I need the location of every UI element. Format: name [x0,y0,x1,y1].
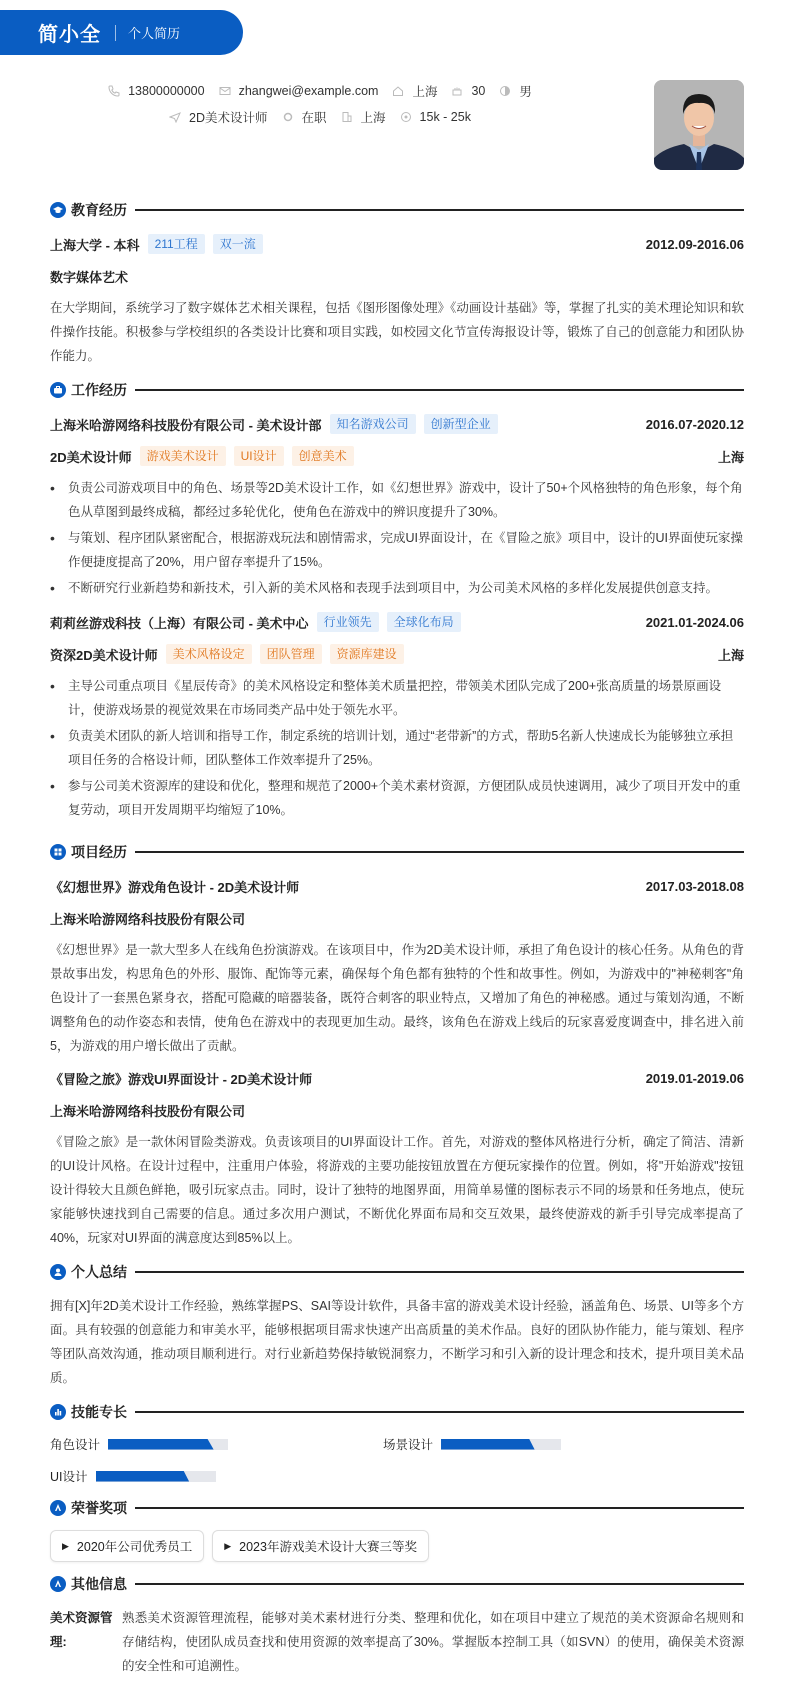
summary-title: 个人总结 [71,1264,127,1280]
project-name: 《幻想世界》游戏角色设计 - 2D美术设计师 [50,879,300,895]
role-tag: UI设计 [234,446,284,466]
role-tag: 资源库建设 [330,644,404,664]
role-tag: 创意美术 [292,446,354,466]
contact-phone: 13800000000 [108,84,204,98]
skill-item [383,1434,716,1454]
triangle-right-icon: ▶ [224,1540,232,1551]
grid-icon [50,844,66,860]
summary-header [50,1260,744,1284]
award-item: ▶ 2023年游戏美术设计大赛三等奖 [212,1530,429,1562]
award-item: ▶ 2020年公司优秀员工 [50,1530,204,1562]
job-bullet: • 参与公司美术资源库的建设和优化，整理和规范了2000+个美术素材资源，方便团队成员快速调用，减少了项目开发中的重复劳动，项目开发周期平均缩短了10%。 [50,778,741,817]
phone-icon [108,85,120,97]
work-title: 工作经历 [71,382,127,398]
contact-email: zhangwei@example.com [219,84,379,98]
school-tag: 双一流 [213,234,263,254]
company-tag: 知名游戏公司 [330,414,416,434]
section-divider [135,851,744,853]
skill-item [50,1434,383,1454]
skill-label: 场景设计 [383,1438,434,1452]
summary-section [50,1260,744,1390]
send-icon [169,111,181,123]
salary-icon [400,111,412,123]
header-banner [0,10,243,55]
contact-status: 在职 [282,108,327,126]
education-date: 2012.09-2016.06 [645,236,744,252]
work-header [50,378,744,402]
graduation-cap-icon [50,202,66,218]
skill-label: UI设计 [50,1470,88,1484]
skill-progress-bar [96,1471,216,1482]
contact-row-1 [0,80,640,102]
company-tag: 行业领先 [317,612,379,632]
briefcase-icon [50,382,66,398]
job-company: 上海米哈游网络科技股份有限公司 - 美术设计部 [50,417,322,433]
education-description: 在大学期间，系统学习了数字媒体艺术相关课程，包括《图形图像处理》《动画设计基础》等，掌握了扎实的美术理论知识和软件操作技能。积极参与学校组织的各类设计比赛和项目实践，如校园文化节宣传海报设计等，锻炼了自己的创意能力和团队协作能力。 [50,301,744,363]
other-title: 其他信息 [71,1576,127,1592]
job-company-row [50,412,744,436]
company-tag: 创新型企业 [424,414,498,434]
user-icon [50,1264,66,1280]
skill-progress-bar [441,1439,561,1450]
education-header [50,198,744,222]
status-icon [282,111,294,123]
job-location: 上海 [717,647,744,663]
resume-content [50,198,744,1688]
project-date: 2017.03-2018.08 [645,878,744,894]
building-icon [341,111,353,123]
mail-icon [219,85,231,97]
job-bullet: • 主导公司重点项目《星辰传奇》的美术风格设定和整体美术质量把控，带领美术团队完成了200+张高质量的场景原画设计，使游戏场景的视觉效果在市场同类产品中处于领先水平。 [50,678,722,717]
education-title: 教育经历 [71,202,127,218]
education-section [50,198,744,368]
info-icon [50,1576,66,1592]
project-name: 《冒险之旅》游戏UI界面设计 - 2D美术设计师 [50,1071,313,1087]
job-entry [50,412,744,600]
job-role: 2D美术设计师 [50,449,132,465]
skill-label: 角色设计 [50,1438,101,1452]
skills-section [50,1400,744,1486]
section-divider [135,389,744,391]
project-title-row [50,1066,744,1090]
job-bullet: • 与策划、程序团队紧密配合，根据游戏玩法和剧情需求，完成UI界面设计，在《冒险之旅》项目中，设计的UI界面使玩家操作便捷度提高了20%，用户留存率提升了15%。 [50,530,744,569]
avatar-photo [654,80,744,170]
job-bullet: • 负责公司游戏项目中的角色、场景等2D美术设计工作，如《幻想世界》游戏中，设计了50+个风格独特的角色形象，每个角色从草图到最终成稿，都经过多轮优化，使角色在游戏中的辨识度提升了30%。 [50,480,743,519]
other-label: 美术资源管理: [50,1611,113,1649]
awards-title: 荣誉奖项 [71,1500,127,1516]
candidate-name: 简小全 [38,24,101,46]
project-company-row [50,1098,744,1122]
contact-salary: 15k - 25k [400,110,471,124]
projects-title: 项目经历 [71,844,127,860]
project-description: 《幻想世界》是一款大型多人在线角色扮演游戏。在该项目中，作为2D美术设计师，承担了角色设计的核心任务。从角色的背景故事出发，构思角色的外形、服饰、配饰等元素，确保每个角色都有独特的个性和故事性。例如，为游戏中的"神秘刺客"角色设计了一套黑色紧身衣，搭配可隐藏的暗器装备，既符合刺客的职业特点，又增加了角色的神秘感。通过与策划沟通，不断调整角色的动作姿态和表情，使角色在游戏中的表现更加生动。最终，该角色在游戏上线后的玩家喜爱度调查中，排名进入前5，为游戏的用户增长做出了贡献。 [50,943,744,1053]
education-school-row [50,232,744,256]
project-company-row [50,906,744,930]
company-tag: 全球化布局 [387,612,461,632]
summary-text: 拥有[X]年2D美术设计工作经验，熟练掌握PS、SAI等设计软件，具备丰富的游戏美术设计经验，涵盖角色、场景、UI等多个方面。具有较强的创意能力和审美水平，能够根据项目需求快速产出高质量的美术作品。良好的团队协作能力，能与策划、程序等团队高效沟通，推动项目顺利进行。对行业新趋势保持敏锐洞察力，不断学习和引入新的设计理念和技术，提升项目美术品质。 [50,1299,744,1385]
section-divider [135,1583,744,1585]
other-text: 熟悉美术资源管理流程，能够对美术素材进行分类、整理和优化，如在项目中建立了规范的美术资源命名规则和存储结构，使团队成员查找和使用资源的效率提高了30%。掌握版本控制工具（如SVN）的使用，确保美术资源的安全性和可追溯性。 [122,1611,744,1673]
project-description: 《冒险之旅》是一款休闲冒险类游戏。负责该项目的UI界面设计工作。首先，对游戏的整体风格进行分析，确定了简洁、清新的UI设计风格。在设计过程中，注重用户体验，将游戏的主要功能按钮放置在方便玩家操作的位置。例如，将"开始游戏"按钮设计得较大且颜色鲜艳，吸引玩家点击。同时，设计了独特的地图界面，用简单易懂的图标表示不同的场景和任务地点，使玩家能够快速找到自己需要的信息。通过多次用户测试，不断优化界面布局和交互效果，最终使游戏的新手引导完成率提高了40%，玩家对UI界面的满意度达到85%以上。 [50,1135,744,1245]
award-icon [50,1500,66,1516]
role-tag: 游戏美术设计 [140,446,226,466]
section-divider [135,1507,744,1509]
section-divider [135,1271,744,1273]
project-company: 上海米哈游网络科技股份有限公司 [50,911,246,927]
skills-header [50,1400,744,1424]
bar-chart-icon [50,1404,66,1420]
job-role: 资深2D美术设计师 [50,647,158,663]
skills-grid [50,1434,744,1486]
project-company: 上海米哈游网络科技股份有限公司 [50,1103,246,1119]
header-subtitle: 个人简历 [128,26,181,41]
project-title-row [50,874,744,898]
awards-list [50,1530,744,1562]
major: 数字媒体艺术 [50,269,129,285]
job-bullet: • 负责美术团队的新人培训和指导工作，制定系统的培训计划，通过“老带新”的方式，帮助5名新人快速成长为能够独立承担项目任务的合格设计师，团队整体工作效率提升了25%。 [50,728,734,767]
job-location: 上海 [717,449,744,465]
section-divider [135,209,744,211]
home-icon [392,85,404,97]
contact-position: 2D美术设计师 [169,108,267,126]
awards-header [50,1496,744,1520]
job-date: 2021.01-2024.06 [645,614,744,630]
header-divider [115,25,116,41]
job-role-row [50,642,744,666]
job-role-row [50,444,744,468]
job-company: 莉莉丝游戏科技（上海）有限公司 - 美术中心 [50,615,309,631]
project-entry [50,1066,744,1250]
gender-icon [499,85,511,97]
education-major-row [50,264,744,288]
school-name: 上海大学 - 本科 [50,237,140,253]
section-divider [135,1411,744,1413]
contact-work-city: 上海 [341,108,386,126]
job-date: 2016.07-2020.12 [645,416,744,432]
contact-info [0,80,640,132]
contact-gender: 男 [499,82,532,100]
work-section [50,378,744,822]
other-section [50,1572,744,1678]
contact-location: 上海 [392,82,437,100]
skills-title: 技能专长 [71,1404,127,1420]
skill-progress-bar [108,1439,228,1450]
contact-age: 30 [451,84,485,98]
job-entry [50,610,744,822]
project-date: 2019.01-2019.06 [645,1070,744,1086]
triangle-right-icon: ▶ [62,1540,69,1551]
age-icon [451,85,463,97]
job-bullet: • 不断研究行业新趋势和新技术，引入新的美术风格和表现手法到项目中，为公司美术风格的多样化发展提供创意支持。 [50,580,719,596]
role-tag: 美术风格设定 [166,644,252,664]
skill-item [50,1466,383,1486]
school-tag: 211工程 [148,234,205,254]
projects-section [50,840,744,1250]
project-entry [50,874,744,1058]
role-tag: 团队管理 [260,644,322,664]
other-header [50,1572,744,1596]
other-item [50,1606,744,1678]
job-company-row [50,610,744,634]
awards-section [50,1496,744,1562]
contact-row-2 [0,106,640,128]
projects-header [50,840,744,864]
